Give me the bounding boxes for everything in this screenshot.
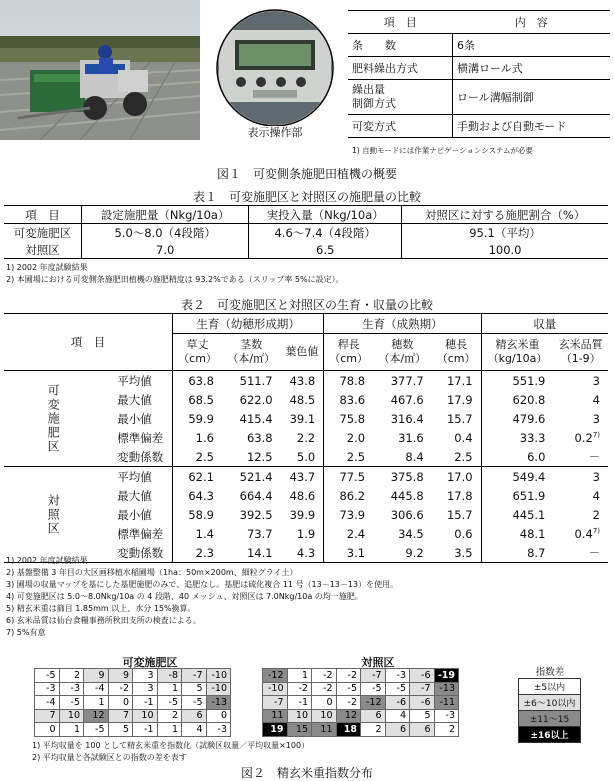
t2-cell: 664.4: [239, 488, 273, 503]
grid-cell: -2: [336, 696, 361, 710]
table-row: [4, 224, 608, 242]
t2-group-header: 収量: [481, 314, 608, 334]
table1-caption: 表１ 可変施肥区と対照区の施肥量の比較: [192, 190, 421, 204]
grid-cell: 18: [336, 723, 361, 737]
t2-column-header: 精玄米重 （kg/10a）: [481, 334, 553, 371]
grid-cell: -5: [336, 682, 361, 696]
t2-cell: 15.7: [432, 409, 481, 428]
t2-group-header: 生育（幼穂形成期）: [173, 314, 324, 334]
grid-cell: -12: [361, 696, 386, 710]
t2-cell: 620.8: [512, 392, 546, 407]
spec-key: 繰出量 制御方式: [348, 80, 453, 115]
grid-cell: -10: [263, 682, 288, 696]
fertilizer-amount-table: [4, 205, 608, 259]
spec-value: 横溝ロール式: [453, 57, 611, 80]
figure2-caption: 図２ 精玄米重指数分布: [240, 766, 373, 780]
grid-cell: 5: [182, 682, 207, 696]
table2-caption: 表２ 可変施肥区と対照区の生育・収量の比較: [180, 298, 433, 312]
t2-cell: 9.2: [373, 543, 432, 563]
grid-cell: 9: [108, 669, 133, 683]
grid-cell: -5: [35, 669, 60, 683]
t2-row-label: 平均値: [103, 467, 172, 487]
legend-title: 指数差: [535, 667, 565, 678]
grid-cell: -6: [410, 669, 435, 683]
spec-note: 1) 自動モードには作業ナビゲーションシステムが必要: [352, 145, 534, 155]
variable-yield-index-grid: [34, 668, 231, 737]
t1-header: 項 目: [4, 206, 82, 224]
spec-key: 肥料繰出方式: [348, 57, 453, 80]
grid-cell: 7: [35, 709, 60, 723]
t2-cell: 75.8: [339, 411, 366, 426]
t2-cell: 34.5: [398, 526, 424, 541]
grid-cell: -13: [206, 696, 231, 710]
table-row: [4, 371, 608, 391]
t2-row-label: 最小値: [103, 505, 172, 524]
t2-column-header: 穂数 （本/㎡）: [373, 334, 432, 371]
t2-cell: 4.3: [281, 543, 324, 563]
grid-cell: -5: [59, 696, 84, 710]
t2-cell: 0.6: [432, 524, 481, 543]
grid-cell: 1: [287, 669, 312, 683]
table2-note: 1) 2002 年度試験結果: [6, 556, 88, 565]
t2-cell: 377.7: [390, 373, 424, 388]
t2-cell: 0.2$^{7)}$: [574, 430, 600, 445]
t2-cell: 3: [592, 411, 600, 426]
rice-transplanter-photo: [0, 0, 200, 140]
grid-cell: -10: [206, 682, 231, 696]
t2-row-label: 最大値: [103, 486, 172, 505]
t2-row-label: 変動係数: [103, 447, 172, 467]
grid-cell: -1: [133, 696, 158, 710]
grid-cell: 6: [361, 709, 386, 723]
grid-cell: -12: [263, 669, 288, 683]
grid-cell: -4: [35, 696, 60, 710]
grid-cell: -2: [287, 682, 312, 696]
t2-cell: 63.8: [246, 430, 273, 445]
t2-cell: 0.4: [432, 428, 481, 447]
grid-cell: -11: [434, 696, 459, 710]
t2-cell: 479.6: [512, 411, 546, 426]
grid-cell: 10: [133, 709, 158, 723]
transplanter-spec-table: [348, 10, 610, 161]
grid-cell: 7: [108, 709, 133, 723]
t2-cell: －: [553, 447, 608, 467]
t2-row-label: 変動係数: [103, 543, 172, 563]
table2-note: 7) 5%有意: [6, 628, 46, 637]
table2-note: 5) 精玄米重は篩目 1.85mm 以上、水分 15%換算。: [6, 604, 196, 613]
t2-cell: 5.0: [281, 447, 324, 467]
grid-cell: -3: [35, 682, 60, 696]
t2-footnote-mark: 7): [592, 526, 600, 535]
t2-cell: 445.1: [512, 507, 546, 522]
t2-cell: 12.5: [222, 447, 281, 467]
t2-cell: 8.4: [373, 447, 432, 467]
t1-cell: 対照区: [4, 241, 82, 259]
t2-cell: 2.2: [281, 428, 324, 447]
spec-value: 手動および自動モード: [453, 115, 611, 138]
t2-column-header: 玄米品質 （1-9）: [553, 334, 608, 371]
grid-cell: -3: [59, 682, 84, 696]
grid-cell: 10: [312, 709, 337, 723]
t2-cell: 3: [592, 469, 600, 484]
t2-cell: 48.1: [519, 526, 546, 541]
grid-cell: 1: [59, 723, 84, 737]
t2-cell: 73.7: [246, 526, 273, 541]
grid-cell: 3: [133, 669, 158, 683]
t2-cell: 58.9: [188, 507, 214, 522]
grid-cell: -13: [434, 682, 459, 696]
grid-cell: -1: [287, 696, 312, 710]
legend-item: ±6～10以内: [519, 695, 581, 711]
t2-cell: 511.7: [239, 373, 273, 388]
spec-row: [348, 57, 610, 80]
t1-cell: 6.5: [249, 241, 402, 259]
spec-key: 条 数: [348, 34, 453, 57]
t2-cell: 1.6: [195, 430, 214, 445]
spec-key: 可変方式: [348, 115, 453, 138]
t2-cell: 3.5: [432, 543, 481, 563]
t2-item-header: 項 目: [4, 314, 173, 371]
t2-cell: 551.9: [512, 373, 546, 388]
display-panel-label: 表示操作部: [247, 126, 303, 139]
t2-column-header: 草丈 （cm）: [173, 334, 222, 371]
grid-cell: -3: [206, 723, 231, 737]
t2-column-header: 茎数 （本/㎡）: [222, 334, 281, 371]
grid-cell: 6: [410, 723, 435, 737]
spec-header-content: 内 容: [453, 11, 611, 34]
table1-notes: [6, 262, 344, 286]
t2-cell: 2.5: [173, 447, 222, 467]
t1-cell: 5.0～8.0（4段階）: [82, 224, 249, 242]
grid-cell: 10: [59, 709, 84, 723]
t2-cell: 43.8: [281, 371, 324, 391]
t2-cell: 17.0: [432, 467, 481, 487]
t2-cell: 445.8: [390, 488, 424, 503]
figure2-note: 2) 平均収量と各試験区との指数の差を表す: [32, 753, 187, 762]
grid-cell: -7: [263, 696, 288, 710]
t2-cell: 15.7: [432, 505, 481, 524]
t2-cell: 392.5: [239, 507, 273, 522]
t2-cell: 2.5: [324, 447, 373, 467]
t1-cell: 可変施肥区: [4, 224, 82, 242]
variable-grid-title: 可変施肥区: [122, 656, 178, 669]
t2-column-header: 葉色値: [281, 334, 324, 371]
grid-cell: 9: [84, 669, 109, 683]
t2-cell: 39.9: [281, 505, 324, 524]
t2-cell: 17.1: [432, 371, 481, 391]
grid-cell: 2: [361, 723, 386, 737]
grid-cell: 6: [385, 723, 410, 737]
t2-cell: 375.8: [390, 469, 424, 484]
grid-cell: 15: [287, 723, 312, 737]
display-panel-photo: [205, 8, 345, 126]
t2-cell: 4: [592, 488, 600, 503]
t2-cell: 2.3: [173, 543, 222, 563]
t2-cell: 1.4: [195, 526, 214, 541]
t2-column-header: 稈長 （cm）: [324, 334, 373, 371]
t2-cell: 83.6: [339, 392, 366, 407]
grid-cell: -2: [312, 669, 337, 683]
t2-cell: 59.9: [188, 411, 214, 426]
t2-row-label: 最大値: [103, 390, 172, 409]
t2-cell: 73.9: [339, 507, 366, 522]
spec-row: [348, 34, 610, 57]
grid-cell: -19: [434, 669, 459, 683]
grid-cell: 1: [157, 723, 182, 737]
t2-cell: 306.6: [390, 507, 424, 522]
t2-cell: 415.4: [239, 411, 273, 426]
grid-cell: -3: [434, 709, 459, 723]
t2-cell: 0.4$^{7)}$: [574, 526, 600, 541]
t2-row-label: 平均値: [103, 371, 172, 391]
grid-cell: -5: [361, 682, 386, 696]
t2-row-label: 標準偏差: [103, 428, 172, 447]
t2-cell: 3.1: [324, 543, 373, 563]
grid-cell: -1: [133, 723, 158, 737]
t1-cell: 95.1（平均）: [469, 225, 541, 240]
grid-cell: 2: [434, 723, 459, 737]
legend-item: ±5以内: [519, 679, 581, 695]
figure2-notes: [32, 740, 309, 764]
spec-row: [348, 115, 610, 138]
t1-cell: 4.6～7.4（4段階）: [249, 224, 402, 242]
grid-cell: 10: [287, 709, 312, 723]
spec-row: [348, 80, 610, 115]
grid-cell: 1: [157, 682, 182, 696]
t2-cell: －: [553, 543, 608, 563]
grid-cell: 0: [206, 709, 231, 723]
grid-cell: 5: [108, 723, 133, 737]
spec-header-item: 項 目: [348, 11, 453, 34]
t2-cell: 622.0: [239, 392, 273, 407]
display-panel-inset: [205, 8, 345, 142]
legend-item: ±16以上: [519, 727, 581, 743]
grid-cell: -5: [84, 723, 109, 737]
t2-cell: 2: [592, 507, 600, 522]
t2-footnote-mark: 7): [592, 430, 600, 439]
growth-yield-table: [4, 313, 608, 563]
grid-cell: 11: [263, 709, 288, 723]
table1-note: 1) 2002 年度試験結果: [6, 263, 88, 272]
t2-cell: 48.5: [281, 390, 324, 409]
t2-column-header: 穂長 （cm）: [432, 334, 481, 371]
table-row: [4, 241, 608, 259]
t2-cell: 64.3: [188, 488, 214, 503]
grid-cell: 12: [84, 709, 109, 723]
table2-note: 3) 圃場の収量マップを基にした基肥施肥のみで、追肥なし。基肥は硫化複合 11 号（13－13－13）を使用。: [6, 580, 399, 589]
control-grid-title: 対照区: [361, 656, 395, 669]
t1-cell: 100.0: [402, 241, 608, 259]
grid-cell: 4: [182, 723, 207, 737]
t2-group-header: 生育（成熟期）: [324, 314, 481, 334]
grid-cell: -6: [410, 696, 435, 710]
t2-cell: 17.9: [432, 390, 481, 409]
t1-header: 実投入量（Nkg/10a）: [249, 206, 402, 224]
control-yield-index-grid: [262, 668, 459, 737]
t2-cell: 651.9: [512, 488, 546, 503]
table2-notes: [6, 555, 398, 639]
figure2-note: 1) 平均収量を 100 として精玄米重を指数化（試験区収量／平均収量×100）: [32, 741, 310, 750]
t2-cell: 33.3: [519, 430, 546, 445]
t2-cell: 2.0: [346, 430, 366, 445]
index-difference-legend: [518, 678, 581, 743]
t2-cell: 68.5: [188, 392, 214, 407]
grid-cell: -5: [385, 682, 410, 696]
t2-cell: 43.7: [281, 467, 324, 487]
grid-cell: -2: [108, 682, 133, 696]
grid-cell: -2: [312, 682, 337, 696]
t2-cell: 2.5: [432, 447, 481, 467]
t2-cell: 77.5: [339, 469, 366, 484]
grid-cell: 5: [410, 709, 435, 723]
t2-cell: 63.8: [188, 373, 214, 388]
grid-cell: -7: [182, 669, 207, 683]
grid-cell: 0: [35, 723, 60, 737]
grid-cell: -2: [336, 669, 361, 683]
t2-cell: 6.0: [481, 447, 553, 467]
t2-cell: 48.6: [281, 486, 324, 505]
grid-cell: -5: [157, 696, 182, 710]
spec-value: 6条: [453, 34, 611, 57]
grid-cell: -3: [385, 669, 410, 683]
t2-cell: 467.6: [390, 392, 424, 407]
t2-cell: 549.4: [512, 469, 546, 484]
table2-note: 2) 基盤整備 3 年目の大区画移植水稲圃場（1ha：50m×200m、細粒グライ土）: [6, 568, 298, 577]
grid-cell: 12: [336, 709, 361, 723]
legend-item: ±11～15: [519, 711, 581, 727]
t2-cell: 521.4: [239, 469, 273, 484]
t2-cell: 316.4: [390, 411, 424, 426]
grid-cell: 11: [312, 723, 337, 737]
grid-cell: -4: [84, 682, 109, 696]
t2-cell: 4: [592, 392, 600, 407]
grid-cell: -6: [385, 696, 410, 710]
table2-note: 4) 可変施肥区は 5.0～8.0Nkg/10a の 4 段階、40 メッシュ、対照区は 7.0Nkg/10a の均一施肥。: [6, 592, 363, 601]
grid-cell: -7: [410, 682, 435, 696]
t2-cell: 3: [592, 373, 600, 388]
grid-cell: -5: [182, 696, 207, 710]
t2-cell: 39.1: [281, 409, 324, 428]
grid-cell: 3: [133, 682, 158, 696]
grid-cell: 4: [385, 709, 410, 723]
spec-value: ロール溝幅制御: [453, 80, 611, 115]
t2-section-label: 対照区: [4, 467, 103, 563]
table2-note: 6) 玄米品質は仙台食糧事務所秋田支所の検査による。: [6, 616, 201, 625]
t2-cell: 78.8: [339, 373, 366, 388]
t2-cell: 1.9: [281, 524, 324, 543]
grid-cell: -7: [361, 669, 386, 683]
t2-cell: 31.6: [398, 430, 424, 445]
grid-cell: 6: [182, 709, 207, 723]
t2-cell: 62.1: [188, 469, 214, 484]
grid-cell: 0: [312, 696, 337, 710]
t1-header: 対照区に対する施肥割合（%）: [402, 206, 608, 224]
t2-cell: 17.8: [432, 486, 481, 505]
t2-section-label: 可変施肥区: [4, 371, 103, 467]
grid-cell: 0: [108, 696, 133, 710]
table-row: [4, 467, 608, 487]
grid-cell: 19: [263, 723, 288, 737]
t2-cell: 2.4: [346, 526, 366, 541]
t2-cell: 86.2: [339, 488, 366, 503]
grid-cell: 2: [157, 709, 182, 723]
figure1-caption: 図１ 可変側条施肥田植機の概要: [216, 167, 397, 181]
grid-cell: 1: [84, 696, 109, 710]
table1-note: 2) 本圃場における可変側条施肥田植機の施肥精度は 93.2%である（スリップ率 5%に設定）。: [6, 275, 344, 284]
t2-cell: 8.7: [481, 543, 553, 563]
grid-cell: 2: [59, 669, 84, 683]
t2-row-label: 最小値: [103, 409, 172, 428]
t2-row-label: 標準偏差: [103, 524, 172, 543]
t2-cell: 14.1: [222, 543, 281, 563]
grid-cell: -8: [157, 669, 182, 683]
grid-cell: -10: [206, 669, 231, 683]
t1-cell: 7.0: [82, 241, 249, 259]
t1-header: 設定施肥量（Nkg/10a）: [82, 206, 249, 224]
